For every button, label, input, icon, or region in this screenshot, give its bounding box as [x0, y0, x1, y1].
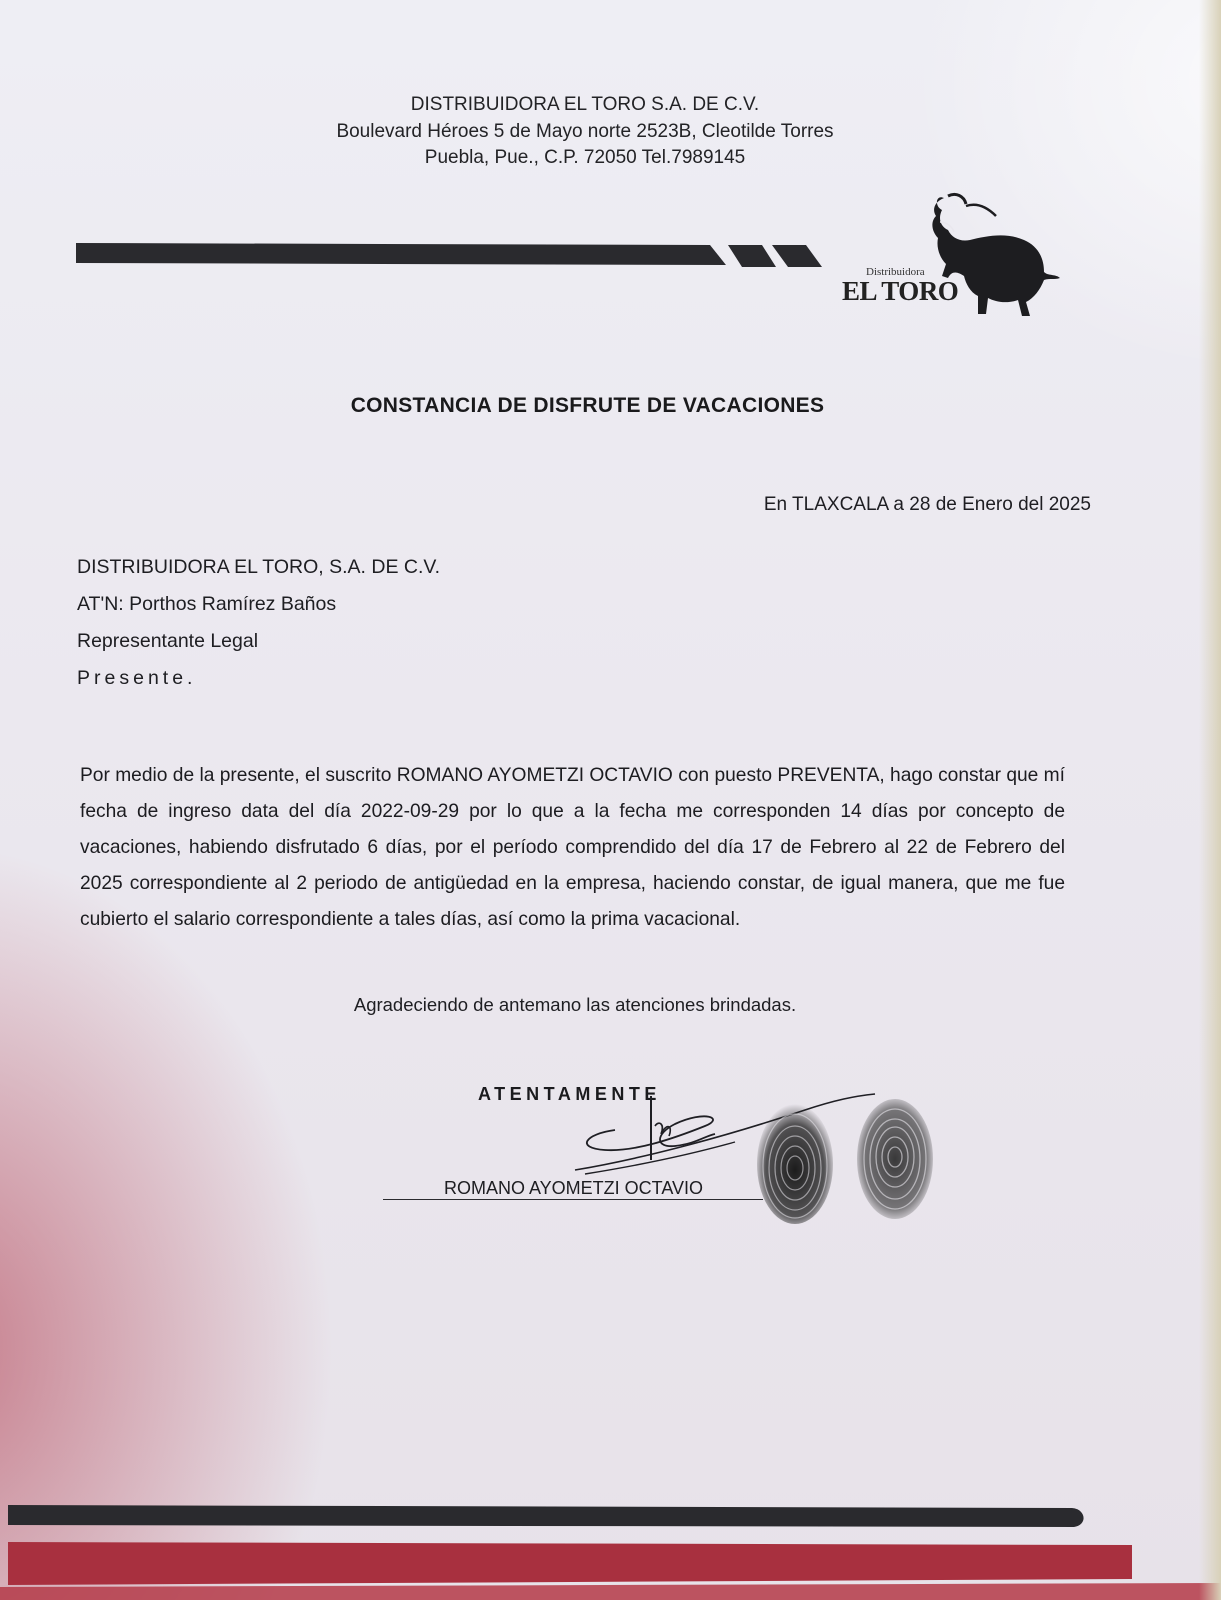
addressee-block	[77, 549, 440, 697]
addressee-company: DISTRIBUIDORA EL TORO, S.A. DE C.V.	[77, 556, 441, 578]
header-stripe	[76, 239, 826, 275]
date-line: En TLAXCALA a 28 de Enero del 2025	[763, 494, 1091, 515]
logo-big-text: EL TORO	[842, 276, 959, 306]
letterhead-company-name: DISTRIBUIDORA EL TORO S.A. DE C.V.	[410, 94, 760, 115]
addressee-attention: AT'N: Porthos Ramírez Baños	[77, 593, 337, 615]
addressee-role: Representante Legal	[77, 630, 259, 652]
salutation: ATENTAMENTE	[478, 1084, 661, 1104]
body-paragraph: Por medio de la presente, el suscrito ROMANO AYOMETZI OCTAVIO con puesto PREVENTA, hago constar que mí fecha de ingreso data del día 2022-09-29 por lo que a la fecha me corresponden 14 días por concepto de vacaciones, habiendo disfrutado 6 días, por el período comprendido del día 17 de Febrero al 22 de Febrero del 2025 correspondiente al 2 periodo de antigüedad en la empresa, haciendo constar, de igual manera, que me fue cubierto el salario correspondiente a tales días, así como la prima vacacional.	[80, 765, 1065, 930]
letterhead-address-line-1: Boulevard Héroes 5 de Mayo norte 2523B, Cleotilde Torres	[336, 121, 834, 142]
footer-stripes	[0, 1505, 1221, 1600]
fingerprint-icon	[752, 1098, 838, 1230]
closing-line: Agradeciendo de antemano las atenciones brindadas.	[353, 994, 797, 1015]
bull-icon	[926, 192, 1066, 322]
document-title: CONSTANCIA DE DISFRUTE DE VACACIONES	[350, 394, 825, 417]
letterhead-address-line-2: Puebla, Pue., C.P. 72050 Tel.7989145	[424, 147, 746, 168]
signer-name: ROMANO AYOMETZI OCTAVIO	[444, 1178, 704, 1198]
fingerprint-icon	[852, 1093, 938, 1225]
addressee-greeting: Presente.	[77, 667, 197, 689]
company-logo	[830, 192, 1080, 327]
handwritten-signature	[555, 1090, 895, 1210]
letterhead	[0, 92, 1170, 171]
logo-small-text: Distribuidora	[866, 266, 925, 278]
